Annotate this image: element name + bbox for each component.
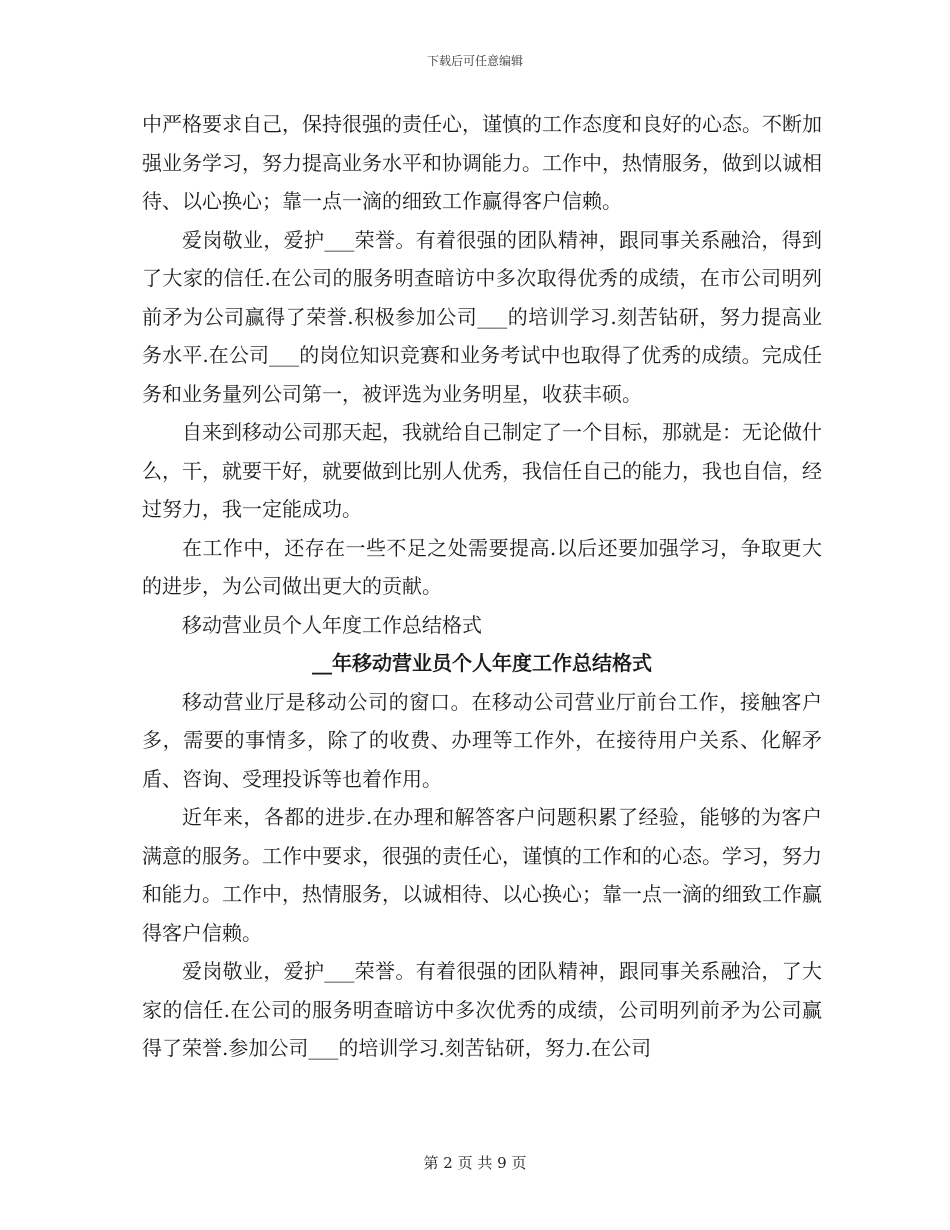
page-header: 下载后可任意编辑: [426, 54, 523, 68]
paragraph-goal: 自来到移动公司那天起，我就给自己制定了一个目标，那就是：无论做什么，干，就要干好，就要做到比别人优秀，我信任自己的能力，我也自信，经过努力，我一定能成功。: [142, 420, 822, 521]
paragraph-window: 移动营业厅是移动公司的窗口。在移动公司营业厅前台工作，接触客户多，需要的事情多，除了的收费、办理等工作外，在接待用户关系、化解矛盾、咨询、受理投诉等也着作用。: [142, 689, 822, 791]
paragraph-continuation: 中严格要求自己，保持很强的责任心，谨慎的工作态度和良好的心态。不断加强业务学习，努力提高业务水平和协调能力。工作中，热情服务，做到以诚相待、以心换心；靠一点一滴的细致工作赢得客户信赖。: [142, 112, 822, 213]
page-footer: 第 2 页 共 9 页: [423, 1154, 527, 1172]
section-heading: __年移动营业员个人年度工作总结格式: [312, 651, 652, 675]
paragraph-format-title: 移动营业员个人年度工作总结格式: [182, 612, 482, 637]
paragraph-recent-years: 近年来，各都的进步.在办理和解答客户问题积累了经验，能够的为客户满意的服务。工作中要求，很强的责任心，谨慎的工作和的心态。学习，努力和能力。工作中，热情服务，以诚相待、以心换心；靠一点一滴的细致工作赢得客户信赖。: [142, 805, 822, 945]
paragraph-dedication-2: 爱岗敬业，爱护___荣誉。有着很强的团队精神，跟同事关系融洽，了大家的信任.在公司的服务明查暗访中多次优秀的成绩，公司明列前矛为公司赢得了荣誉.参加公司___的培训学习.刻苦钻研，努力.在公司: [142, 959, 822, 1060]
paragraph-dedication: 爱岗敬业，爱护___荣誉。有着很强的团队精神，跟同事关系融洽，得到了大家的信任.在公司的服务明查暗访中多次取得优秀的成绩，在市公司明列前矛为公司赢得了荣誉.积极参加公司___的培训学习.刻苦钻研，努力提高业务水平.在公司___的岗位知识竞赛和业务考试中也取得了优秀的成绩。完成任务和业务量列公司第一，被评选为业务明星，收获丰硕。: [142, 227, 822, 406]
document-body: [142, 105, 822, 1068]
paragraph-improvement: 在工作中，还存在一些不足之处需要提高.以后还要加强学习，争取更大的进步，为公司做出更大的贡献。: [142, 535, 822, 598]
